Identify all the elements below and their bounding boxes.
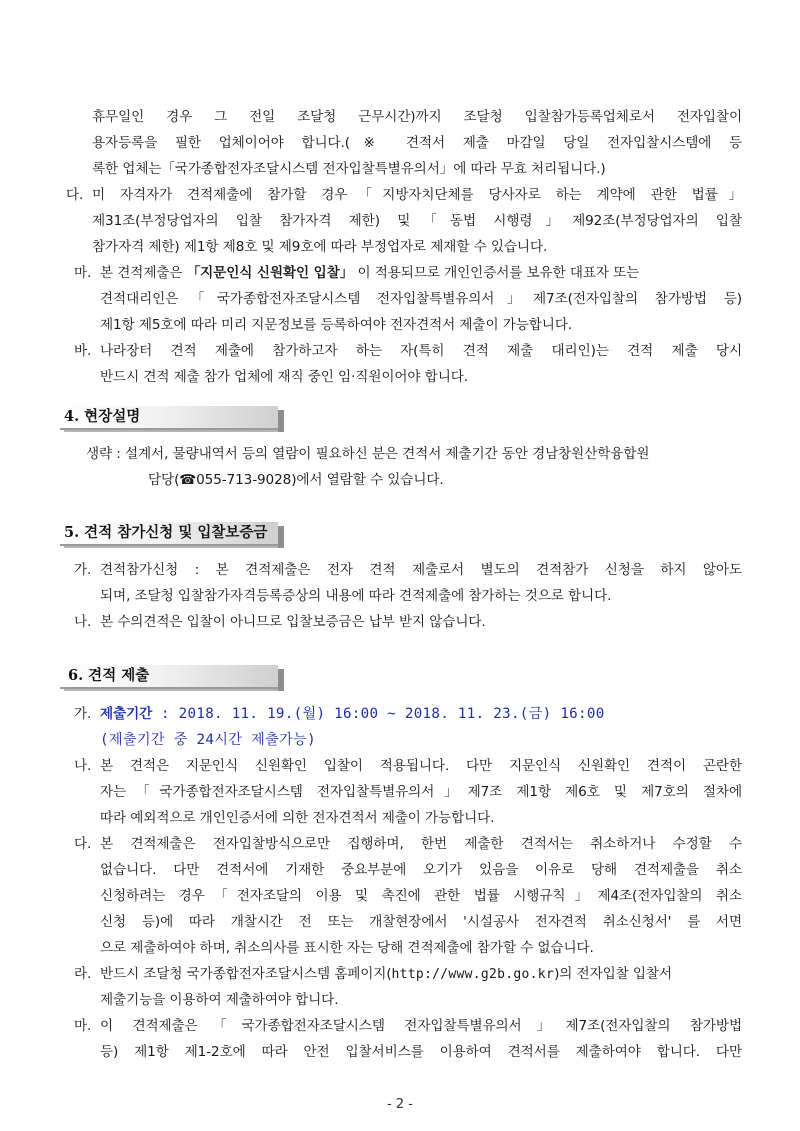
submission-period-label: 제출기간 (100, 706, 153, 722)
item-da-line-2: 제31조(부정당업자의 입찰 참가자격 제한) 및「동법 시행령」제92조(부정당업자의 입찰 (92, 213, 742, 229)
section-6-ra-line-1 (100, 964, 672, 985)
continuation-line-3: 록한 업체는「국가종합전자조달시스템 전자입찰특별유의서」에 따라 무효 처리됩니다.) (92, 161, 606, 177)
item-da-line-3: 참가자격 제한) 제1항 제8호 및 제9호에 따라 부정업자로 제재할 수 있습니다. (92, 239, 548, 255)
item-da-line-1: 미 자격자가 견적제출에 참가할 경우「지방자치단체를 당사자로 하는 계약에 관한 법률」 (92, 187, 742, 203)
section-5-na-marker: 나. (74, 614, 92, 630)
page-number: - 2 - (387, 1097, 413, 1112)
g2b-url-link[interactable]: http://www.g2b.go.kr (391, 967, 555, 982)
item-ma-line-2: 견적대리인은「국가종합전자조달시스템 전자입찰특별유의서」제7조(전자입찰의 참가방법 등) (100, 291, 742, 307)
section-4-line-1: 생략 : 설계서, 물량내역서 등의 열람이 필요하신 분은 견적서 제출기간 동안 경남창원산학융합원 (86, 446, 650, 462)
submission-period-value: : 2018. 11. 19.(월) 16:00 ~ 2018. 11. 23.(금) 16:00 (152, 706, 605, 722)
section-6-ra-pre: 반드시 조달청 국가종합전자조달시스템 홈페이지( (100, 966, 392, 982)
section-6-ra-post: )의 전자입찰 입찰서 (554, 966, 672, 982)
section-6-ra-line-2: 제출기능을 이용하여 제출하여야 합니다. (100, 992, 339, 1008)
submission-period (100, 704, 605, 724)
section-5-heading (60, 522, 282, 548)
section-6-ga-marker: 가. (74, 706, 92, 722)
item-da-marker: 다. (66, 187, 84, 203)
item-ma-pre: 본 견적제출은 (100, 265, 183, 281)
section-6-ra-marker: 라. (74, 966, 92, 982)
section-6-ma-line-1: 이 견적제출은「국가종합전자조달시스템 전자입찰특별유의서」제7조(전자입찰의 참가방법 (100, 1018, 742, 1034)
item-ma-post: 이 적용되므로 개인인증서를 보유한 대표자 또는 (357, 265, 640, 281)
heading-shadow-right (278, 410, 284, 432)
item-ba-marker: 바. (74, 343, 92, 359)
item-ma-marker: 마. (74, 265, 92, 281)
section-6-da-line-1: 본 견적제출은 전자입찰방식으로만 집행하며, 한번 제출한 견적서는 취소하거나 수정할 수 (100, 836, 742, 852)
heading-shadow-right (278, 526, 284, 548)
submission-period-note: (제출기간 중 24시간 제출가능) (100, 732, 316, 748)
section-4-line-2: 담당(☎055-713-9028)에서 열람할 수 있습니다. (148, 472, 444, 488)
item-ba-line-2: 반드시 견적 제출 참가 업체에 재직 중인 임·직원이어야 합니다. (100, 369, 468, 385)
item-ba-line-1: 나라장터 견적 제출에 참가하고자 하는 자(특히 견적 제출 대리인)는 견적 제출 당시 (100, 343, 742, 359)
section-6-da-line-4: 신청 등)에 따라 개찰시간 전 또는 개찰현장에서 '시설공사 전자견적 취소신청서' 를 서면 (100, 914, 742, 930)
section-6-na-marker: 나. (74, 758, 92, 774)
section-6-ma-line-2: 등) 제1항 제1-2호에 따라 안전 입찰서비스를 이용하여 견적서를 제출하여야 합니다. 다만 (100, 1044, 742, 1060)
continuation-line-1: 휴무일인 경우 그 전일 조달청 근무시간)까지 조달청 입찰참가등록업체로서 전자입찰이 (92, 109, 742, 125)
section-5-title: 5. 견적 참가신청 및 입찰보증금 (64, 524, 268, 541)
section-4-title: 4. 현장설명 (64, 408, 141, 425)
section-6-da-line-3: 신청하려는 경우「전자조달의 이용 및 촉진에 관한 법률 시행규칙」제4조(전자입찰의 취소 (100, 888, 742, 904)
section-6-na-line-2: 자는「국가종합전자조달시스템 전자입찰특별유의서」제7조 제1항 제6호 및 제7호의 절차에 (100, 784, 742, 800)
section-6-da-line-5: 으로 제출하여야 하며, 취소의사를 표시한 자는 당해 견적제출에 참가할 수 없습니다. (100, 940, 594, 956)
section-6-na-line-1: 본 견적은 지문인식 신원확인 입찰이 적용됩니다. 다만 지문인식 신원확인 견적이 곤란한 (100, 758, 742, 774)
item-ma-bold: 「지문인식 신원확인 입찰」 (186, 265, 354, 281)
section-6-da-line-2: 없습니다. 다만 견적서에 기재한 중요부분에 오기가 있음을 이유로 당해 견적제출을 취소 (100, 862, 742, 878)
section-5-ga-line-1: 견적참가신청 : 본 견적제출은 전자 견적 제출로서 별도의 견적참가 신청을 하지 않아도 (100, 562, 742, 578)
item-ma-line-1 (100, 263, 639, 283)
section-5-ga-marker: 가. (74, 562, 92, 578)
continuation-line-2: 용자등록을 필한 업체이어야 합니다.(※ 견적서 제출 마감일 당일 전자입찰시스템에 등 (92, 135, 742, 151)
section-6-heading (60, 665, 282, 691)
section-6-na-line-3: 따라 예외적으로 개인인증서에 의한 전자견적서 제출이 가능합니다. (100, 810, 495, 826)
section-6-title: 6. 견적 제출 (68, 667, 150, 684)
section-6-ma-marker: 마. (74, 1018, 92, 1034)
section-5-ga-line-2: 되며, 조달청 입찰참가자격등록증상의 내용에 따라 견적제출에 참가하는 것으로 합니다. (100, 588, 612, 604)
heading-shadow-right (278, 669, 284, 691)
section-6-da-marker: 다. (74, 836, 92, 852)
section-5-na-line-1: 본 수의견적은 입찰이 아니므로 입찰보증금은 납부 받지 않습니다. (100, 614, 486, 630)
item-ma-line-3: 제1항 제5호에 따라 미리 지문정보를 등록하여야 전자견적서 제출이 가능합니다. (100, 317, 573, 333)
section-4-heading (60, 406, 282, 432)
